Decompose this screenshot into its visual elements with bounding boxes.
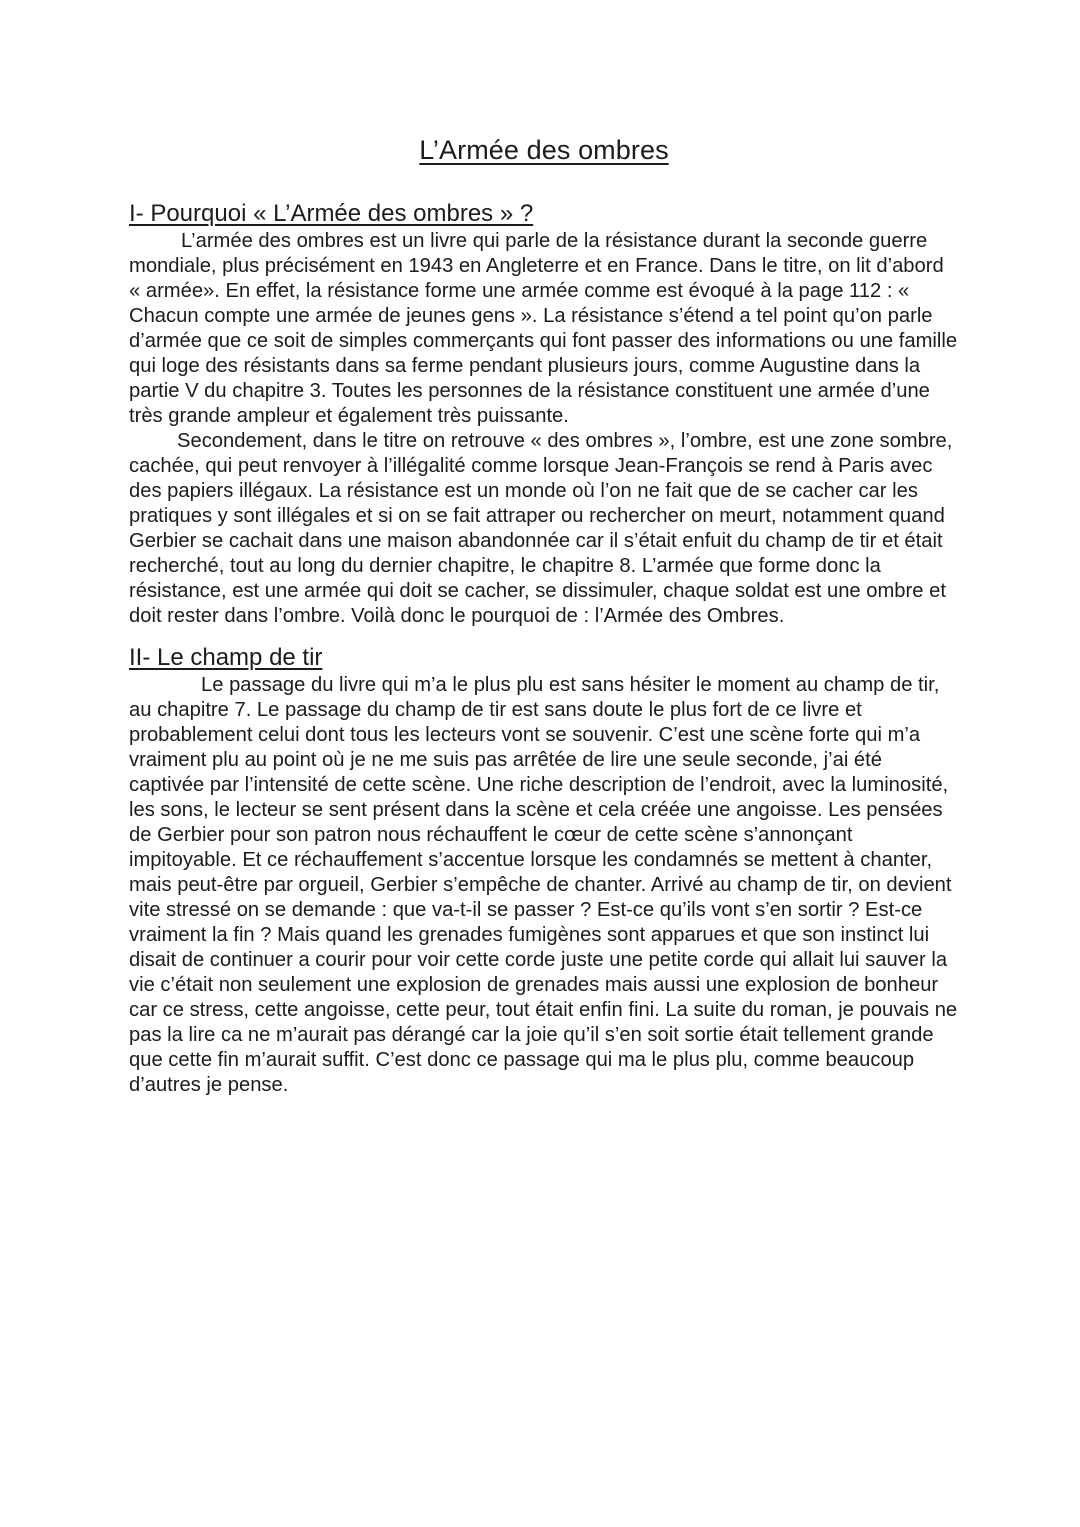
document-title: L’Armée des ombres	[419, 135, 669, 165]
paragraph-armee: L’armée des ombres est un livre qui parle de la résistance durant la seconde guerre mondiale, plus précisément en 1943 en Angleterre et en France. Dans le titre, on lit d’abord « armée». En effet, la résistance forme une armée comme est évoqué à la page 112 : « Chacun compte une armée de jeunes gens ». La résistance s’étend a tel point qu’on parle d’armée que ce soit de simples commerçants qui font passer des informations ou une famille qui loge des résistants dans sa ferme pendant plusieurs jours, comme Augustine dans la partie V du chapitre 3. Toutes les personnes de la résistance constituent une armée d’une très grande ampleur et également très puissante.	[129, 230, 958, 427]
section-heading-2: II- Le champ de tir	[129, 644, 323, 671]
paragraph-champ-de-tir: Le passage du livre qui m’a le plus plu est sans hésiter le moment au champ de tir, au chapitre 7. Le passage du champ de tir est sans doute le plus fort de ce livre et probablement celui dont tous les lecteurs vont se souvenir. C’est une scène forte qui m’a vraiment plu au point où je ne me suis pas arrêtée de lire une seule seconde, j’ai été captivée par l’intensité de cette scène. Une riche description de l’endroit, avec la luminosité, les sons, le lecteur se sent présent dans la scène et cela créée une angoisse. Les pensées de Gerbier pour son patron nous réchauffent le cœur de cette scène s’annonçant impitoyable. Et ce réchauffement s’accentue lorsque les condamnés se mettent à chanter, mais peut-être par orgueil, Gerbier s’empêche de chanter. Arrivé au champ de tir, on devient vite stressé on se demande : que va-t-il se passer ? Est-ce qu’ils vont s’en sortir ? Est-ce vraiment la fin ? Mais quand les grenades fumigènes sont apparues et que son instinct lui disait de continuer a courir pour voir cette corde juste une petite corde qui allait lui sauver la vie c’était non seulement une explosion de grenades mais aussi une explosion de bonheur car ce stress, cette angoisse, cette peur, tout était enfin fini. La suite du roman, je pouvais ne pas la lire ca ne m’aurait pas dérangé car la joie qu’il s’en soit sortie était tellement grande que cette fin m’aurait suffit. C’est donc ce passage qui ma le plus plu, comme beaucoup d’autres je pense.	[129, 674, 958, 1096]
paragraph-ombres: Secondement, dans le titre on retrouve « des ombres », l’ombre, est une zone sombre, cachée, qui peut renvoyer à l’illégalité comme lorsque Jean-François se rend à Paris avec des papiers illégaux. La résistance est un monde où l’on ne fait que de se cacher car les pratiques y sont illégales et si on se fait attraper ou rechercher on meurt, notamment quand Gerbier se cachait dans une maison abandonnée car il s’était enfuit du champ de tir et était recherché, tout au long du dernier chapitre, le chapitre 8. L’armée que forme donc la résistance, est une armée qui doit se cacher, se dissimuler, chaque soldat est une ombre et doit rester dans l’ombre. Voilà donc le pourquoi de : l’Armée des Ombres.	[129, 430, 953, 627]
section-champ-de-tir	[129, 643, 959, 1098]
document-page	[129, 135, 959, 1098]
section-pourquoi	[129, 199, 959, 629]
section-heading-1: I- Pourquoi « L’Armée des ombres » ?	[129, 200, 534, 227]
